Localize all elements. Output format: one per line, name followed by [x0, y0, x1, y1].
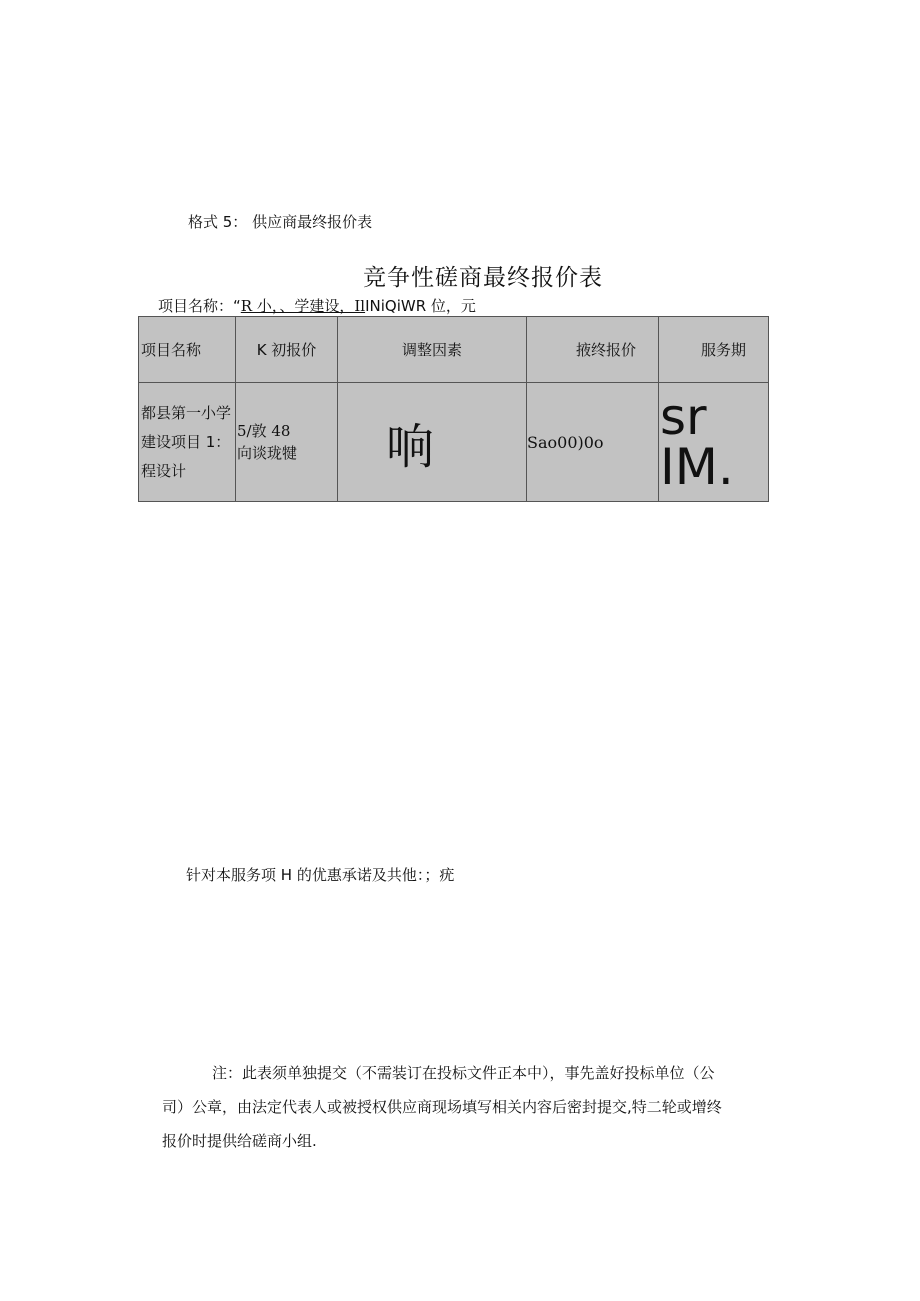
document-title: 竞争性磋商最终报价表 [363, 265, 603, 291]
cell-service-period [659, 383, 769, 502]
format-label: 格式 5： 供应商最终报价表 [188, 213, 373, 231]
cell-final-quote: Sao00)0o [527, 383, 659, 502]
initial-quote-line-2: 向谈珑犍 [237, 444, 298, 462]
project-line-prefix: 项目名称：“ [158, 297, 241, 315]
header-service-period: 服务期 [659, 317, 769, 383]
project-line-underlined: R 小，、学建设，Il [240, 297, 366, 315]
note-line-3: 报价时提供给磋商小组. [162, 1132, 317, 1150]
table-header-row [139, 317, 769, 383]
initial-quote-line-1: 5/敦 48 [237, 422, 291, 440]
project-name-line-2: 建设项目 1： [141, 432, 231, 451]
header-adjustment: 调整因素 [338, 317, 527, 383]
project-name-line-3: 程设计 [141, 461, 187, 480]
header-final-quote: 掖终报价 [527, 317, 659, 383]
table-row [139, 383, 769, 502]
promise-text: 针对本服务项 H 的优惠承诺及共他：；疣 [186, 866, 455, 884]
header-initial-quote: K 初报价 [236, 317, 338, 383]
cell-initial-quote [236, 383, 338, 502]
project-line-suffix: INiQiWR 位，元 [365, 297, 476, 315]
note-line-2: 司）公章，由法定代表人或被授权供应商现场填写相关内容后密封提交,特二轮或增终 [162, 1098, 722, 1116]
project-name-line-1: 都县第一小学 [141, 403, 232, 422]
note-paragraph [162, 1056, 752, 1158]
service-period-line-2: IM. [660, 438, 734, 496]
cell-project-name [139, 383, 236, 502]
note-line-1: 注：此表须单独提交（不需装订在投标文件正本中），事先盖好投标单位（公 [212, 1064, 715, 1082]
service-period-line-1: sr [660, 388, 707, 446]
final-quote-table [138, 316, 769, 502]
project-name-line [158, 295, 476, 316]
header-project-name: 项目名称 [139, 317, 236, 383]
cell-adjustment: 响 [338, 383, 527, 502]
